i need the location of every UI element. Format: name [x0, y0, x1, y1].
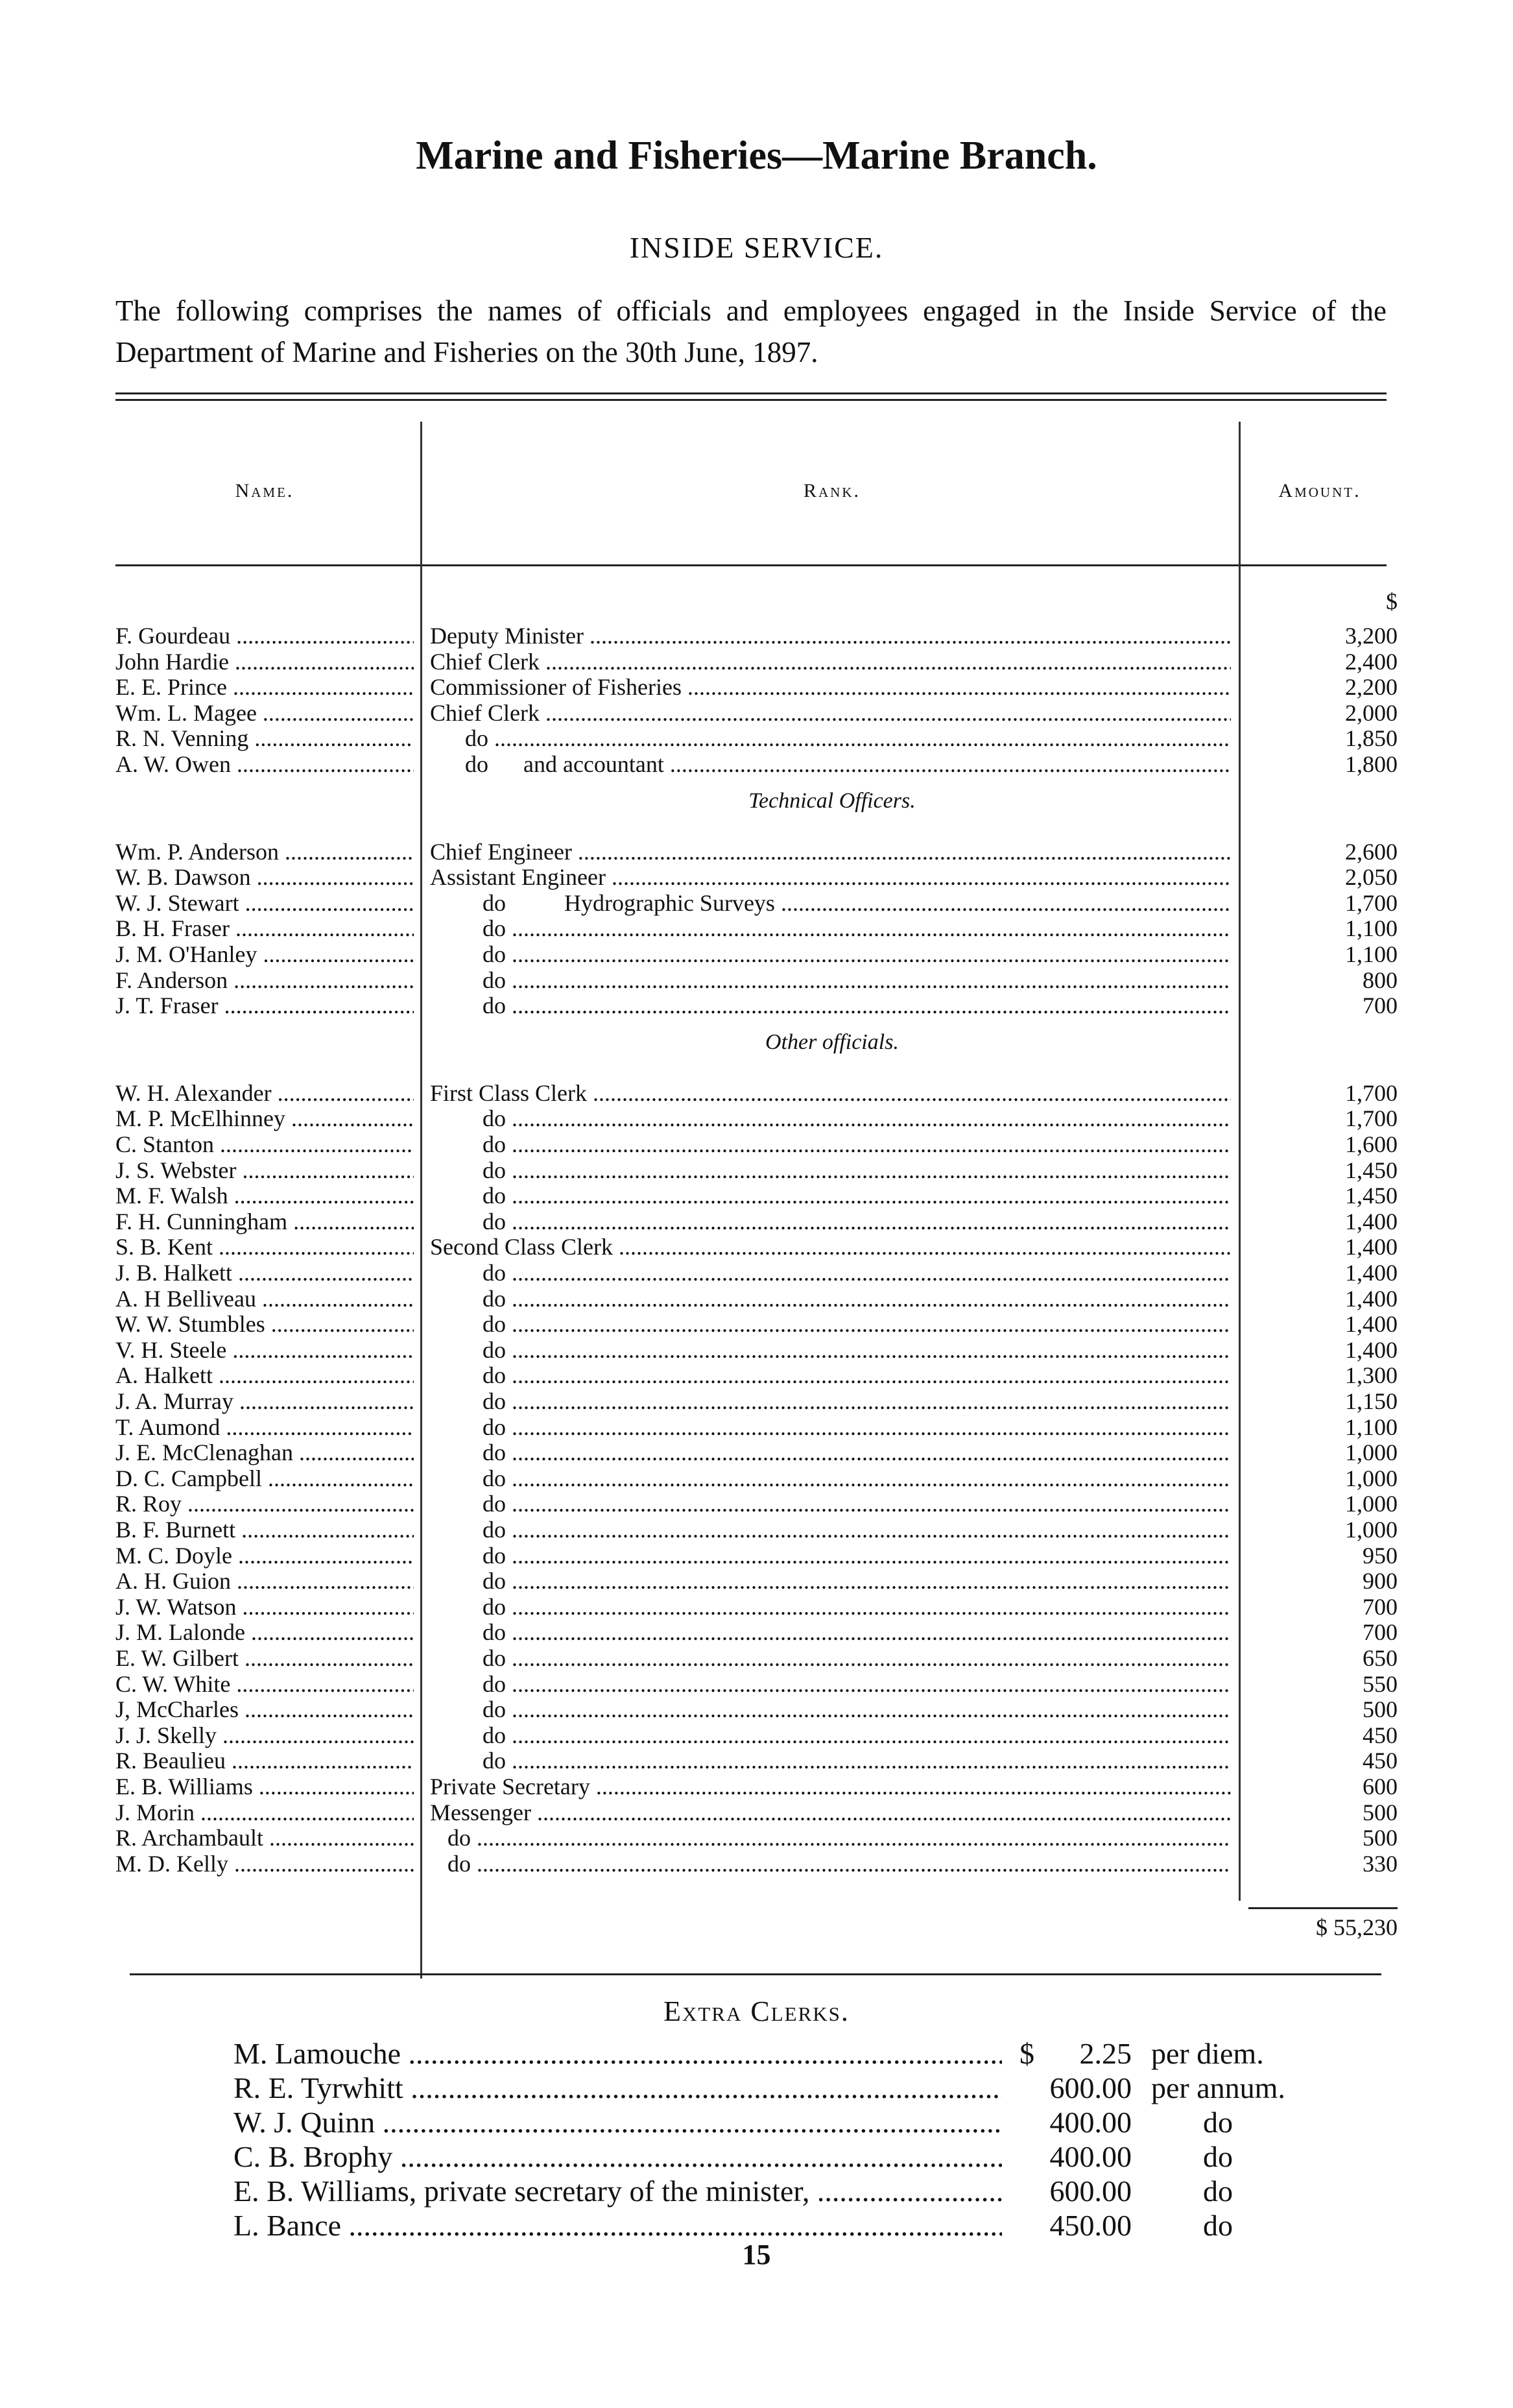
table-row [0, 1696, 1513, 1722]
staff-amount: 2,000 [1345, 700, 1398, 726]
table-row [0, 890, 1513, 916]
staff-amount: 1,400 [1345, 1337, 1398, 1363]
section-rule [130, 1973, 1381, 1975]
staff-amount: 550 [1363, 1671, 1398, 1697]
staff-name: F. H. Cunningham ..... [115, 1209, 414, 1234]
staff-rank: do ..... [430, 1543, 1231, 1569]
clerk-name: M. Lamouche ..... [233, 2036, 1002, 2072]
staff-name: F. Gourdeau ..... [115, 623, 414, 649]
currency-symbol: $ [1386, 588, 1398, 614]
staff-rank: do ..... [430, 1568, 1231, 1594]
header-rule [115, 564, 1387, 566]
staff-name: J. B. Halkett ..... [115, 1260, 414, 1286]
page-title: Marine and Fisheries—Marine Branch. [416, 134, 1097, 178]
table-row [0, 1337, 1513, 1363]
staff-name: E. E. Prince ..... [115, 674, 414, 700]
table-row [0, 1311, 1513, 1337]
extra-clerk-row [0, 2104, 1513, 2141]
table-row [0, 623, 1513, 649]
extra-clerk-row [0, 2070, 1513, 2106]
staff-rank: Second Class Clerk ..... [430, 1234, 1231, 1260]
staff-rank: do ..... [430, 1414, 1231, 1440]
staff-name: J. T. Fraser ..... [115, 993, 414, 1018]
total-rule [1248, 1907, 1398, 1909]
staff-rank: do ..... [430, 1696, 1231, 1722]
top-double-rule-2 [115, 399, 1387, 401]
staff-amount: 1,000 [1345, 1439, 1398, 1465]
staff-name: J. M. O'Hanley ..... [115, 941, 414, 967]
staff-amount: 450 [1363, 1748, 1398, 1774]
staff-name: C. W. White ..... [115, 1671, 414, 1697]
staff-amount: 700 [1363, 1594, 1398, 1620]
staff-name: F. Anderson ..... [115, 967, 414, 993]
table-row [0, 1157, 1513, 1183]
staff-amount: 1,000 [1345, 1517, 1398, 1543]
table-row [0, 915, 1513, 941]
staff-amount: 1,100 [1345, 915, 1398, 941]
staff-name: John Hardie ..... [115, 649, 414, 675]
staff-amount: 650 [1363, 1645, 1398, 1671]
staff-rank: Private Secretary ..... [430, 1774, 1231, 1800]
staff-amount: 1,000 [1345, 1491, 1398, 1517]
staff-rank: do Hydrographic Surveys ..... [430, 890, 1231, 916]
staff-amount: 500 [1363, 1825, 1398, 1851]
staff-amount: 1,400 [1345, 1286, 1398, 1312]
staff-name: W. J. Stewart ..... [115, 890, 414, 916]
staff-rank: Chief Clerk ..... [430, 700, 1231, 726]
staff-rank: do ..... [430, 993, 1231, 1018]
staff-name: T. Aumond ..... [115, 1414, 414, 1440]
table-row [0, 1774, 1513, 1800]
staff-amount: 800 [1363, 967, 1398, 993]
total-amount: $ 55,230 [1316, 1914, 1398, 1940]
staff-name: M. P. McElhinney ..... [115, 1105, 414, 1131]
staff-name: A. Halkett ..... [115, 1362, 414, 1388]
extra-clerk-row [0, 2173, 1513, 2209]
staff-amount: 2,050 [1345, 864, 1398, 890]
staff-rank: do ..... [430, 1388, 1231, 1414]
staff-rank: do ..... [430, 1825, 1231, 1851]
staff-amount: 1,100 [1345, 941, 1398, 967]
clerk-amount: 400.00 [1049, 2140, 1132, 2173]
staff-amount: 1,700 [1345, 890, 1398, 916]
staff-name: M. C. Doyle ..... [115, 1543, 414, 1569]
staff-name: D. C. Campbell ..... [115, 1465, 414, 1491]
staff-name: Wm. L. Magee ..... [115, 700, 414, 726]
clerk-rate: do [1203, 2209, 1233, 2242]
table-row [0, 674, 1513, 700]
table-row [0, 700, 1513, 726]
table-row [0, 1414, 1513, 1440]
staff-rank: do ..... [430, 1286, 1231, 1312]
table-row [0, 1517, 1513, 1543]
header-rank: Rank. [803, 480, 861, 501]
staff-rank: Assistant Engineer ..... [430, 864, 1231, 890]
staff-amount: 450 [1363, 1722, 1398, 1748]
clerk-name: E. B. Williams, private secretary of the minister, ..... [233, 2173, 1002, 2209]
staff-rank: do ..... [430, 1619, 1231, 1645]
clerk-amount: 400.00 [1049, 2106, 1132, 2139]
staff-rank: do and accountant ..... [430, 751, 1231, 777]
table-row [0, 1851, 1513, 1877]
staff-amount: 3,200 [1345, 623, 1398, 649]
staff-amount: 1,000 [1345, 1465, 1398, 1491]
staff-rank: Commissioner of Fisheries ..... [430, 674, 1231, 700]
staff-rank: do ..... [430, 1311, 1231, 1337]
clerk-rate: do [1203, 2140, 1233, 2173]
staff-rank: do ..... [430, 1517, 1231, 1543]
staff-rank: do ..... [430, 1105, 1231, 1131]
staff-amount: 1,400 [1345, 1260, 1398, 1286]
staff-name: J. E. McClenaghan ..... [115, 1439, 414, 1465]
clerk-name: W. J. Quinn ..... [233, 2104, 1002, 2141]
staff-name: E. W. Gilbert ..... [115, 1645, 414, 1671]
staff-name: Wm. P. Anderson ..... [115, 839, 414, 865]
staff-name: A. H Belliveau ..... [115, 1286, 414, 1312]
table-row [0, 967, 1513, 993]
table-row [0, 1209, 1513, 1234]
staff-name: B. F. Burnett ..... [115, 1517, 414, 1543]
staff-amount: 1,150 [1345, 1388, 1398, 1414]
table-row [0, 1388, 1513, 1414]
table-row [0, 1800, 1513, 1825]
staff-amount: 1,450 [1345, 1157, 1398, 1183]
staff-rank: do ..... [430, 1157, 1231, 1183]
staff-amount: 600 [1363, 1774, 1398, 1800]
table-row [0, 1080, 1513, 1106]
staff-name: W. B. Dawson ..... [115, 864, 414, 890]
staff-amount: 1,700 [1345, 1080, 1398, 1106]
clerk-currency: $ [1019, 2037, 1034, 2070]
staff-amount: 1,300 [1345, 1362, 1398, 1388]
staff-rank: do ..... [430, 967, 1231, 993]
staff-name: V. H. Steele ..... [115, 1337, 414, 1363]
staff-name: J, McCharles ..... [115, 1696, 414, 1722]
table-row [0, 1671, 1513, 1697]
table-row [0, 725, 1513, 751]
table-row [0, 941, 1513, 967]
staff-amount: 1,400 [1345, 1234, 1398, 1260]
staff-rank: Chief Clerk ..... [430, 649, 1231, 675]
table-row [0, 1234, 1513, 1260]
staff-rank: do ..... [430, 1183, 1231, 1209]
staff-rank: Messenger ..... [430, 1800, 1231, 1825]
staff-rank: Deputy Minister ..... [430, 623, 1231, 649]
clerk-name: R. E. Tyrwhitt ..... [233, 2070, 1002, 2106]
staff-amount: 330 [1363, 1851, 1398, 1877]
staff-name: R. Roy ..... [115, 1491, 414, 1517]
table-row [0, 1439, 1513, 1465]
clerk-amount: 600.00 [1049, 2071, 1132, 2104]
clerk-amount: 2.25 [1079, 2037, 1132, 2070]
table-row [0, 1465, 1513, 1491]
staff-amount: 1,700 [1345, 1105, 1398, 1131]
staff-amount: 2,400 [1345, 649, 1398, 675]
table-row [0, 1362, 1513, 1388]
staff-amount: 950 [1363, 1543, 1398, 1569]
staff-amount: 1,400 [1345, 1311, 1398, 1337]
staff-name: B. H. Fraser ..... [115, 915, 414, 941]
clerk-rate: do [1203, 2106, 1233, 2139]
staff-amount: 500 [1363, 1800, 1398, 1825]
staff-rank: do ..... [430, 941, 1231, 967]
section-heading: Other officials. [765, 1029, 899, 1054]
top-double-rule-1 [115, 392, 1387, 394]
staff-rank: do ..... [430, 1722, 1231, 1748]
staff-amount: 1,800 [1345, 751, 1398, 777]
staff-rank: do ..... [430, 1748, 1231, 1774]
staff-rank: do ..... [430, 915, 1231, 941]
section-subtitle: INSIDE SERVICE. [629, 231, 884, 264]
staff-rank: do ..... [430, 1465, 1231, 1491]
staff-name: J. J. Skelly ..... [115, 1722, 414, 1748]
staff-rank: do ..... [430, 1362, 1231, 1388]
staff-name: A. W. Owen ..... [115, 751, 414, 777]
staff-rank: do ..... [430, 1439, 1231, 1465]
table-row [0, 839, 1513, 865]
staff-name: S. B. Kent ..... [115, 1234, 414, 1260]
table-row [0, 1105, 1513, 1131]
extra-clerk-row [0, 2139, 1513, 2175]
header-name: Name. [235, 480, 294, 501]
staff-amount: 2,200 [1345, 674, 1398, 700]
staff-name: E. B. Williams ..... [115, 1774, 414, 1800]
extra-clerks-title: Extra Clerks. [663, 1995, 850, 2027]
section-heading: Technical Officers. [748, 788, 916, 813]
staff-name: R. N. Venning ..... [115, 725, 414, 751]
staff-amount: 900 [1363, 1568, 1398, 1594]
staff-name: C. Stanton ..... [115, 1131, 414, 1157]
staff-name: R. Beaulieu ..... [115, 1748, 414, 1774]
staff-amount: 700 [1363, 993, 1398, 1018]
staff-amount: 500 [1363, 1696, 1398, 1722]
staff-name: M. F. Walsh ..... [115, 1183, 414, 1209]
staff-name: W. W. Stumbles ..... [115, 1311, 414, 1337]
extra-clerk-row [0, 2036, 1513, 2072]
staff-rank: Chief Engineer ..... [430, 839, 1231, 865]
table-row [0, 1543, 1513, 1569]
staff-name: J. A. Murray ..... [115, 1388, 414, 1414]
staff-amount: 1,600 [1345, 1131, 1398, 1157]
clerk-amount: 450.00 [1049, 2209, 1132, 2242]
staff-rank: do ..... [430, 1671, 1231, 1697]
header-amount: Amount. [1278, 480, 1361, 501]
staff-name: R. Archambault ..... [115, 1825, 414, 1851]
table-row [0, 1260, 1513, 1286]
table-row [0, 1183, 1513, 1209]
staff-amount: 1,100 [1345, 1414, 1398, 1440]
table-row [0, 1568, 1513, 1594]
staff-rank: First Class Clerk ..... [430, 1080, 1231, 1106]
staff-name: M. D. Kelly ..... [115, 1851, 414, 1877]
table-row [0, 1131, 1513, 1157]
staff-name: J. W. Watson ..... [115, 1594, 414, 1620]
table-row [0, 1491, 1513, 1517]
staff-rank: do ..... [430, 1209, 1231, 1234]
staff-rank: do ..... [430, 1131, 1231, 1157]
staff-amount: 1,850 [1345, 725, 1398, 751]
clerk-rate: do [1203, 2174, 1233, 2208]
clerk-rate: per annum. [1151, 2071, 1285, 2104]
clerk-amount: 600.00 [1049, 2174, 1132, 2208]
table-row [0, 1748, 1513, 1774]
staff-rank: do ..... [430, 725, 1231, 751]
staff-rank: do ..... [430, 1337, 1231, 1363]
staff-amount: 1,400 [1345, 1209, 1398, 1234]
table-row [0, 1645, 1513, 1671]
clerk-rate: per diem. [1151, 2037, 1264, 2070]
staff-amount: 700 [1363, 1619, 1398, 1645]
table-row [0, 1619, 1513, 1645]
page-number: 15 [742, 2239, 771, 2270]
table-row [0, 1722, 1513, 1748]
table-row [0, 751, 1513, 777]
staff-rank: do ..... [430, 1594, 1231, 1620]
staff-name: J. Morin ..... [115, 1800, 414, 1825]
staff-amount: 2,600 [1345, 839, 1398, 865]
staff-rank: do ..... [430, 1851, 1231, 1877]
staff-amount: 1,450 [1345, 1183, 1398, 1209]
table-row [0, 993, 1513, 1018]
table-row [0, 864, 1513, 890]
table-row [0, 1825, 1513, 1851]
clerk-name: C. B. Brophy ..... [233, 2139, 1002, 2175]
staff-name: J. S. Webster ..... [115, 1157, 414, 1183]
table-row [0, 1594, 1513, 1620]
staff-rank: do ..... [430, 1645, 1231, 1671]
staff-rank: do ..... [430, 1260, 1231, 1286]
table-row [0, 1286, 1513, 1312]
staff-name: J. M. Lalonde ..... [115, 1619, 414, 1645]
staff-name: W. H. Alexander ..... [115, 1080, 414, 1106]
table-row [0, 649, 1513, 675]
intro-paragraph: The following comprises the names of officials and employees engaged in the Inside Service of the Department of Marine and Fisheries on the 30th June, 1897. [115, 295, 1387, 368]
staff-name: A. H. Guion ..... [115, 1568, 414, 1594]
staff-rank: do ..... [430, 1491, 1231, 1517]
clerk-name: L. Bance ..... [233, 2208, 1002, 2244]
